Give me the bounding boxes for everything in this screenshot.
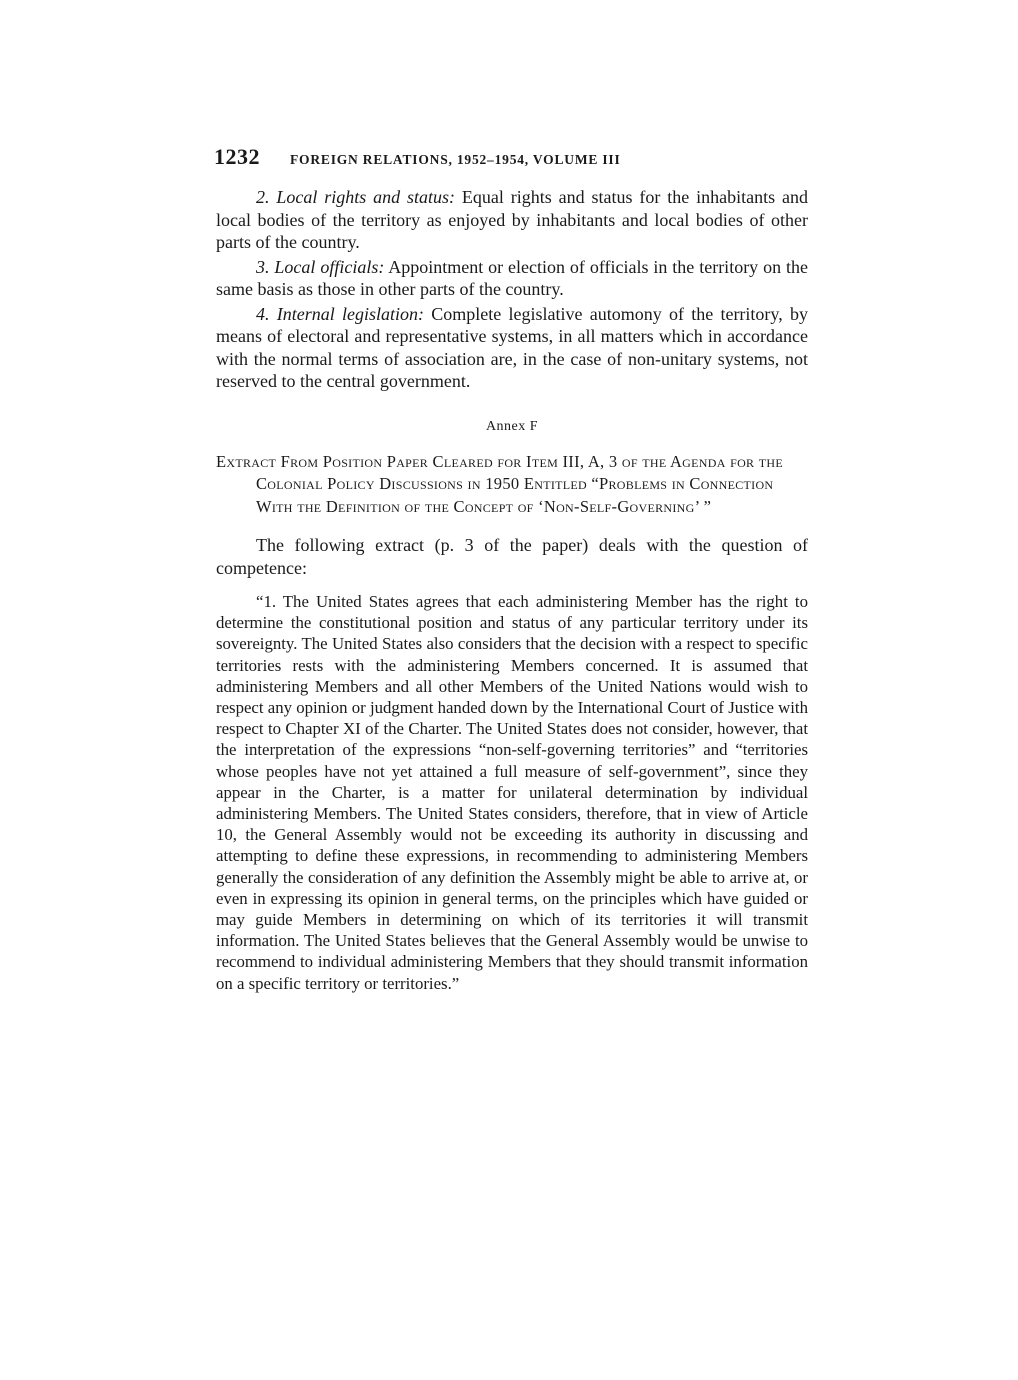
annex-label: Annex F	[485, 418, 539, 434]
page-number: 1232	[214, 144, 260, 169]
item-label: 4. Internal legislation:	[256, 303, 424, 324]
document-page	[216, 144, 808, 994]
item-label: 2. Local rights and status:	[256, 187, 456, 207]
item-text: Equal rights and status for the inhabitants and local bodies of the territory as enjoyed by inhabitants and local bodies of other parts of the country.	[216, 187, 808, 252]
item-text: Complete legislative automony of the territory, by means of electoral and representative systems, in all matters which in accordance with the normal terms of association are, in the case of non-unitary systems, not reserved to the central government.	[216, 303, 809, 391]
item-internal-legislation	[216, 303, 808, 393]
running-title: FOREIGN RELATIONS, 1952–1954, VOLUME III	[290, 152, 621, 167]
item-text: Appointment or election of officials in the territory on the same basis as those in other parts of the country.	[216, 256, 808, 299]
extract-title: Extract From Position Paper Cleared for Item III, A, 3 of the Agenda for the Colonial Policy Discussions in 1950 Entitled “Problems in Connection With the Definition of the Concept of ‘Non-Self-Governing’ ”	[216, 451, 783, 516]
item-local-rights	[216, 186, 808, 254]
extract-intro: The following extract (p. 3 of the paper) deals with the question of competence:	[216, 535, 808, 578]
item-label: 3. Local officials:	[256, 256, 385, 277]
running-head	[216, 144, 808, 180]
extract-quote: “1. The United States agrees that each administering Member has the right to determine the constitutional position and status of any particular territory under its sovereignty. The United States also considers that the decision with a respect to specific territories rests with the administering Members concerned. It is assumed that administering Members and all other Members of the United Nations would wish to respect any opinion or judgment handed down by the International Court of Justice with respect to Chapter XI of the Charter. The United States does not consider, however, that the interpretation of the expressions “non-self-governing territories” and “territories whose peoples have not yet attained a full measure of self-government”, since they appear in the Charter, is a matter for unilateral determination by individual administering Members. The United States considers, therefore, that in view of Article 10, the General Assembly would not be exceeding its authority in discussing and attempting to define these expressions, in recommending to administering Members generally the consideration of any definition the Assembly might be able to arrive at, or even in expressing its opinion in general terms, on the principles which have guided or may guide Members in determining on which of its territories it will transmit information. The United States believes that the General Assembly would be unwise to recommend to individual administering Members that they should transmit information on a specific territory or territories.”	[216, 592, 808, 993]
item-local-officials	[216, 256, 808, 301]
